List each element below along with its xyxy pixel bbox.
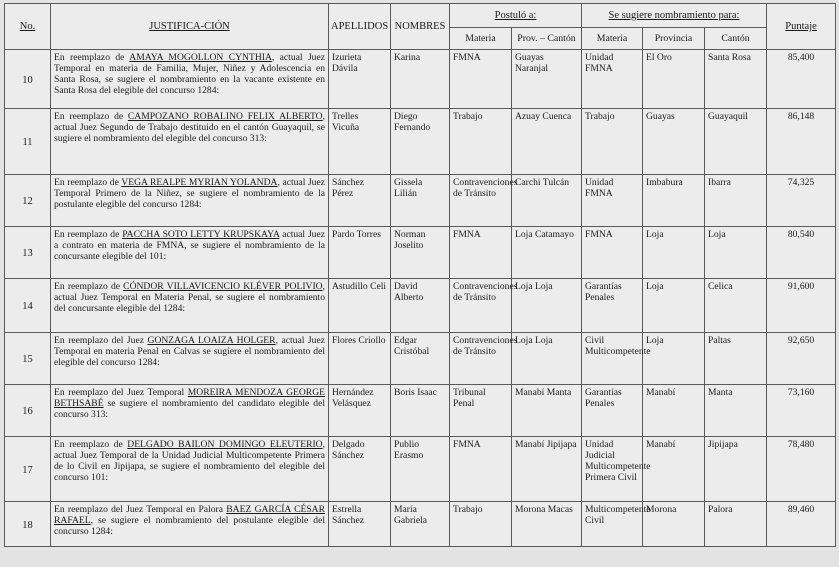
puntaje-cell: 91,600 (767, 279, 836, 333)
replaced-judge-name: GONZAGA LOAIZA HOLGER (147, 335, 276, 346)
header-justificacion: JUSTIFICA-CIÓN (51, 4, 329, 50)
justification-cell (51, 50, 329, 109)
row-number: 17 (5, 437, 51, 502)
replaced-judge-name: DELGADO BAILON DOMINGO ELEUTERIO (127, 439, 323, 450)
justification-prefix: En reemplazo de (54, 111, 128, 122)
apellidos-cell: Flores Criollo (329, 333, 391, 385)
nombres-cell: María Gabriela (391, 502, 450, 547)
justification-cell (51, 437, 329, 502)
justification-text: , actual Juez Temporal de la Unidad Judicial Multicompetente Primera de lo Civil en Jipijapa, se sugiere el nombramiento del elegible del concurso 101: (54, 439, 325, 483)
nominations-table (4, 3, 836, 547)
suggested-provincia-cell: El Oro (643, 50, 705, 109)
justification-prefix: En reemplazo de (54, 281, 124, 292)
materia-cell: Trabajo (450, 502, 512, 547)
justification-text: se sugiere el nombramiento del candidato elegible del concurso 313: (54, 398, 325, 420)
header-materia-sugerida: Materia (582, 28, 643, 50)
prov-canton-cell: Loja Catamayo (512, 227, 582, 279)
nombres-cell: Norman Joselito (391, 227, 450, 279)
justification-prefix: En reemplazo de (54, 177, 122, 188)
suggested-provincia-cell: Imbabura (643, 175, 705, 227)
materia-cell: FMNA (450, 50, 512, 109)
table-row (5, 385, 836, 437)
justification-cell (51, 385, 329, 437)
justification-prefix: En reemplazo de (54, 229, 123, 240)
header-puntaje: Puntaje (767, 4, 836, 50)
suggested-materia-cell: Unidad FMNA (582, 50, 643, 109)
suggested-canton-cell: Guayaquil (705, 109, 767, 175)
suggested-provincia-cell: Loja (643, 227, 705, 279)
suggested-materia-cell: Trabajo (582, 109, 643, 175)
nombres-cell: Gissela Lilián (391, 175, 450, 227)
materia-cell: FMNA (450, 227, 512, 279)
apellidos-cell: Hernández Velásquez (329, 385, 391, 437)
header-no: No. (5, 4, 51, 50)
nombres-cell: Publio Erasmo (391, 437, 450, 502)
prov-canton-cell: Azuay Cuenca (512, 109, 582, 175)
puntaje-cell: 86,148 (767, 109, 836, 175)
suggested-provincia-cell: Manabí (643, 385, 705, 437)
puntaje-cell: 89,460 (767, 502, 836, 547)
apellidos-cell: Estrella Sánchez (329, 502, 391, 547)
header-sugiere: Se sugiere nombramiento para: (582, 4, 767, 28)
replaced-judge-name: MOREIRA MENDOZA GEORGE BETHSABÉ (54, 387, 325, 409)
materia-cell: Trabajo (450, 109, 512, 175)
justification-text: , actual Juez Temporal en materia Penal en Calvas se sugiere el nombramiento del elegible del concurso 1284: (54, 335, 325, 368)
justification-text: , actual Juez Temporal Primero de la Niñez, se sugiere el nombramiento de la postulante elegible del concurso 1284: (54, 177, 325, 210)
justification-cell (51, 227, 329, 279)
suggested-provincia-cell: Loja (643, 333, 705, 385)
materia-cell: Contravenciones de Tránsito (450, 333, 512, 385)
puntaje-cell: 73,160 (767, 385, 836, 437)
row-number: 14 (5, 279, 51, 333)
suggested-provincia-cell: Manabí (643, 437, 705, 502)
justification-prefix: En reemplazo del Juez Temporal (54, 387, 188, 398)
puntaje-cell: 80,540 (767, 227, 836, 279)
apellidos-cell: Delgado Sánchez (329, 437, 391, 502)
nombres-cell: Karina (391, 50, 450, 109)
table-row (5, 279, 836, 333)
justification-prefix: En reemplazo del Juez (54, 335, 148, 346)
justification-cell (51, 502, 329, 547)
table-row (5, 437, 836, 502)
table-row (5, 502, 836, 547)
puntaje-cell: 74,325 (767, 175, 836, 227)
suggested-canton-cell: Ibarra (705, 175, 767, 227)
justification-prefix: En reemplazo de (54, 52, 130, 63)
replaced-judge-name: AMAYA MOGOLLON CYNTHIA (129, 52, 272, 63)
suggested-materia-cell: Garantías Penales (582, 385, 643, 437)
suggested-canton-cell: Paltas (705, 333, 767, 385)
justification-cell (51, 333, 329, 385)
suggested-canton-cell: Palora (705, 502, 767, 547)
justification-cell (51, 279, 329, 333)
justification-text: , se sugiere el nombramiento del postulante elegible del concurso 1284: (54, 515, 325, 537)
nombres-cell: Diego Fernando (391, 109, 450, 175)
materia-cell: Tribunal Penal (450, 385, 512, 437)
justification-cell (51, 109, 329, 175)
row-number: 18 (5, 502, 51, 547)
header-prov-canton: Prov. – Cantón (512, 28, 582, 50)
nombres-cell: Edgar Cristóbal (391, 333, 450, 385)
suggested-materia-cell: Unidad Judicial Multicompetente Primera Civil (582, 437, 643, 502)
justification-prefix: En reemplazo de (54, 439, 128, 450)
replaced-judge-name: BAEZ GARCÍA CÉSAR RAFAEL (54, 504, 325, 526)
table-row (5, 109, 836, 175)
apellidos-cell: Trelles Vicuña (329, 109, 391, 175)
suggested-materia-cell: FMNA (582, 227, 643, 279)
apellidos-cell: Sánchez Pérez (329, 175, 391, 227)
replaced-judge-name: VEGA REALPE MYRIAN YOLANDA (121, 177, 278, 188)
suggested-canton-cell: Santa Rosa (705, 50, 767, 109)
table-row (5, 227, 836, 279)
suggested-canton-cell: Jipijapa (705, 437, 767, 502)
row-number: 12 (5, 175, 51, 227)
materia-cell: FMNA (450, 437, 512, 502)
justification-text: , actual Juez Segundo de Trabajo destituido en el cantón Guayaquil, se sugiere el nombramiento del elegible del concurso 313: (54, 111, 325, 144)
suggested-provincia-cell: Morona (643, 502, 705, 547)
prov-canton-cell: Loja Loja (512, 279, 582, 333)
suggested-materia-cell: Unidad FMNA (582, 175, 643, 227)
materia-cell: Contravenciones de Tránsito (450, 175, 512, 227)
suggested-canton-cell: Manta (705, 385, 767, 437)
justification-text: , actual Juez Temporal en Materia Penal, se sugiere el nombramiento del concursante elegible del 1284: (54, 281, 325, 314)
nombres-cell: Boris Isaac (391, 385, 450, 437)
justification-text: actual Juez a contrato en materia de FMNA, se sugiere el nombramiento de la concursante elegible del 101: (54, 229, 325, 262)
apellidos-cell: Pardo Torres (329, 227, 391, 279)
replaced-judge-name: CAMPOZANO ROBALINO FELIX ALBERTO (127, 111, 323, 122)
suggested-canton-cell: Loja (705, 227, 767, 279)
nombres-cell: David Alberto (391, 279, 450, 333)
row-number: 15 (5, 333, 51, 385)
row-number: 10 (5, 50, 51, 109)
header-canton: Cantón (705, 28, 767, 50)
apellidos-cell: Astudillo Celi (329, 279, 391, 333)
header-materia: Materia (450, 28, 512, 50)
puntaje-cell: 92,650 (767, 333, 836, 385)
replaced-judge-name: PACCHA SOTO LETTY KRUPSKAYA (122, 229, 280, 240)
table-row (5, 175, 836, 227)
suggested-materia-cell: Civil Multicompetente (582, 333, 643, 385)
justification-text: , actual Juez Temporal en materia de Familia, Mujer, Niñez y Adolescencia en Santa Rosa, se sugiere el nombramiento en la vacante existente en Santa Rosa del elegible del concurso 1284: (54, 52, 325, 96)
prov-canton-cell: Manabí Manta (512, 385, 582, 437)
prov-canton-cell: Loja Loja (512, 333, 582, 385)
suggested-canton-cell: Celica (705, 279, 767, 333)
replaced-judge-name: CÓNDOR VILLAVICENCIO KLÉVER POLIVIO (123, 281, 323, 292)
table-row (5, 333, 836, 385)
puntaje-cell: 78,480 (767, 437, 836, 502)
header-apellidos: APELLIDOS (329, 4, 391, 50)
materia-cell: Contravenciones de Tránsito (450, 279, 512, 333)
suggested-materia-cell: Multicompetente Civil (582, 502, 643, 547)
header-row-1 (5, 4, 836, 28)
justification-prefix: En reemplazo del Juez Temporal en Palora (54, 504, 227, 515)
suggested-provincia-cell: Guayas (643, 109, 705, 175)
justification-cell (51, 175, 329, 227)
puntaje-cell: 85,400 (767, 50, 836, 109)
prov-canton-cell: Carchi Tulcán (512, 175, 582, 227)
header-postulo: Postuló a: (450, 4, 582, 28)
prov-canton-cell: Manabí Jipijapa (512, 437, 582, 502)
prov-canton-cell: Morona Macas (512, 502, 582, 547)
row-number: 16 (5, 385, 51, 437)
suggested-materia-cell: Garantías Penales (582, 279, 643, 333)
header-provincia: Provincia (643, 28, 705, 50)
table-row (5, 50, 836, 109)
apellidos-cell: Izurieta Dávila (329, 50, 391, 109)
header-nombres: NOMBRES (391, 4, 450, 50)
prov-canton-cell: Guayas Naranjal (512, 50, 582, 109)
row-number: 11 (5, 109, 51, 175)
suggested-provincia-cell: Loja (643, 279, 705, 333)
row-number: 13 (5, 227, 51, 279)
